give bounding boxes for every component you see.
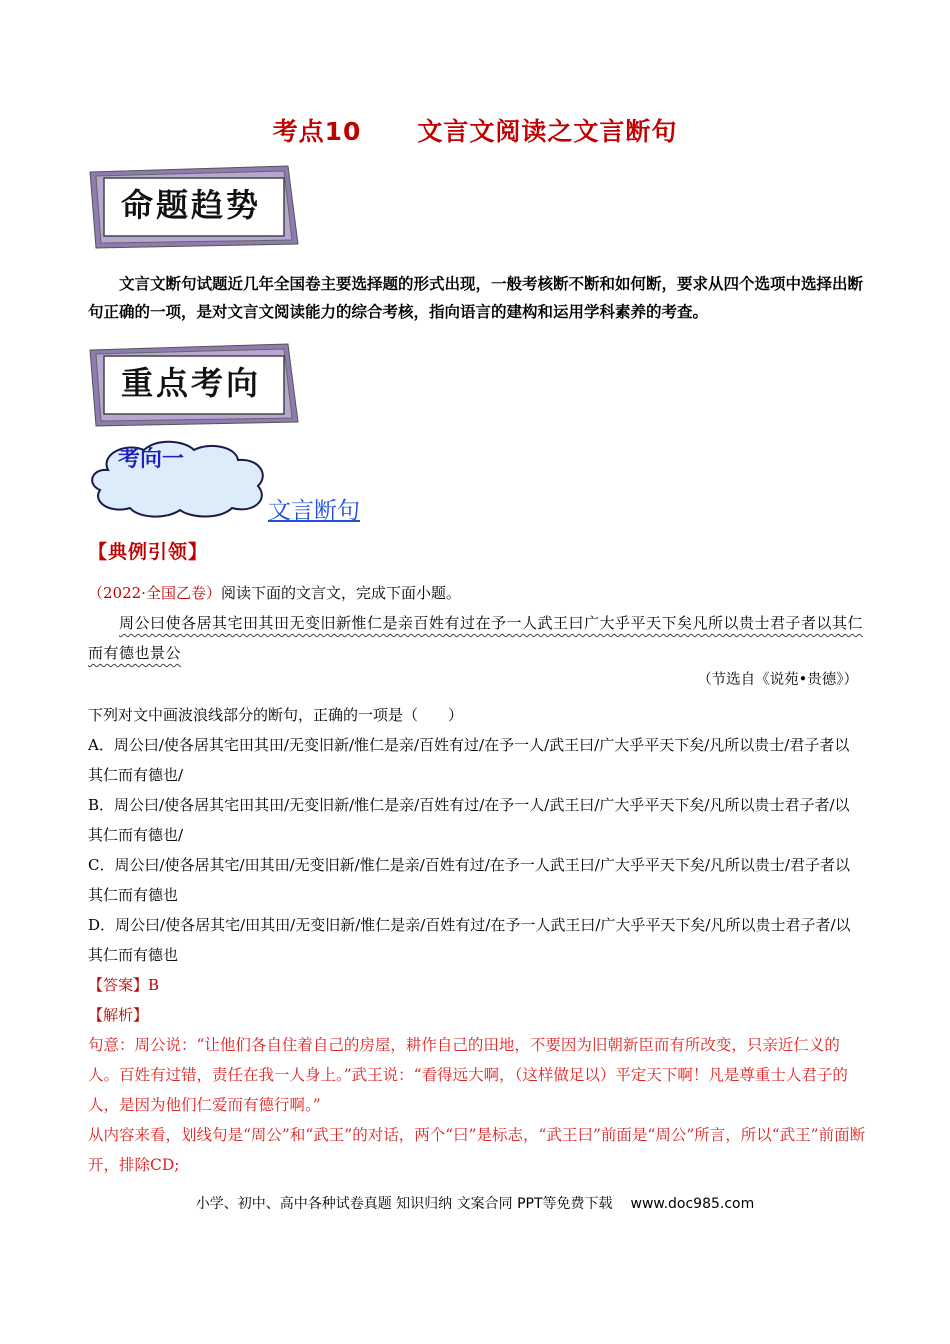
footer-url[interactable]: www.doc985.com: [630, 1196, 755, 1212]
answer-value: B: [148, 976, 160, 994]
footer: [0, 1193, 950, 1213]
section-link[interactable]: 文言断句: [268, 498, 360, 524]
option-c[interactable]: C．周公曰/使各居其宅/田其田/无变旧新/惟仁是亲/百姓有过/在予一人武王曰/广大乎平天下矣/凡所以贵士/君子者以其仁而有德也: [88, 856, 850, 904]
footer-text: 小学、初中、高中各种试卷真题 知识归纳 文案合同 PPT等免费下载: [195, 1196, 613, 1212]
focus-banner-label: 重点考向: [120, 364, 261, 402]
instruction-line: [88, 578, 863, 608]
option-d[interactable]: D．周公曰/使各居其宅/田其田/无变旧新/惟仁是亲/百姓有过/在予一人武王曰/广大乎平天下矣/凡所以贵士君子者/以其仁而有德也: [88, 916, 851, 964]
citation: （节选自《说苑•贵德》）: [697, 672, 858, 688]
analysis-label: 【解析】: [88, 1006, 149, 1024]
answer-line: [88, 970, 863, 1000]
answer-label: 【答案】: [88, 976, 149, 994]
trend-banner: [88, 162, 300, 250]
title-topic-name: 文言文阅读之文言断句: [417, 117, 678, 146]
option-a[interactable]: A．周公曰/使各居其宅田其田/无变旧新/惟仁是亲/百姓有过/在予一人/武王曰/广大乎平天下矣/凡所以贵士/君子者以其仁而有德也/: [88, 736, 850, 784]
analysis-paragraph-1: 句意：周公说：“让他们各自住着自己的房屋，耕作自己的田地，不要因为旧朝新臣而有所改变，只亲近仁义的人。百姓有过错，责任在我一人身上。”武王说：“看得远大啊，（这样做足以）平定天下啊！凡是尊重士人君子的人，是因为他们仁爱而有德行啊。”: [88, 1036, 848, 1114]
instruction-text: 阅读下面的文言文，完成下面小题。: [220, 584, 461, 602]
question-text: 下列对文中画波浪线部分的断句，正确的一项是（ ）: [88, 706, 464, 724]
direction-label: 考向一: [118, 447, 185, 472]
example-heading: 【典例引领】: [88, 541, 209, 563]
trend-paragraph: 文言文断句试题近几年全国卷主要选择题的形式出现，一般考核断不断和如何断，要求从四个选项中选择出断句正确的一项，是对文言文阅读能力的综合考核，指向语言的建构和运用学科素养的考查。: [88, 275, 864, 321]
passage-text: 周公曰使各居其宅田其田无变旧新惟仁是亲百姓有过在予一人武王曰广大乎平天下矣凡所以贵士君子者以其仁而有德也景公: [88, 614, 864, 662]
analysis-paragraph-2: 从内容来看，划线句是“周公”和“武王”的对话，两个“曰”是标志，“武王曰”前面是“周公”所言，所以“武王”前面断开，排除CD;: [88, 1126, 866, 1174]
passage: [88, 608, 863, 668]
trend-banner-label: 命题趋势: [120, 186, 261, 224]
page-title: [0, 112, 950, 148]
source-tag: （2022·全国乙卷）: [88, 584, 221, 602]
option-b[interactable]: B．周公曰/使各居其宅田其田/无变旧新/惟仁是亲/百姓有过/在予一人/武王曰/广大乎平天下矣/凡所以贵士君子者/以其仁而有德也/: [88, 796, 850, 844]
title-topic-number: 考点10: [272, 117, 362, 146]
focus-banner: [88, 340, 300, 428]
